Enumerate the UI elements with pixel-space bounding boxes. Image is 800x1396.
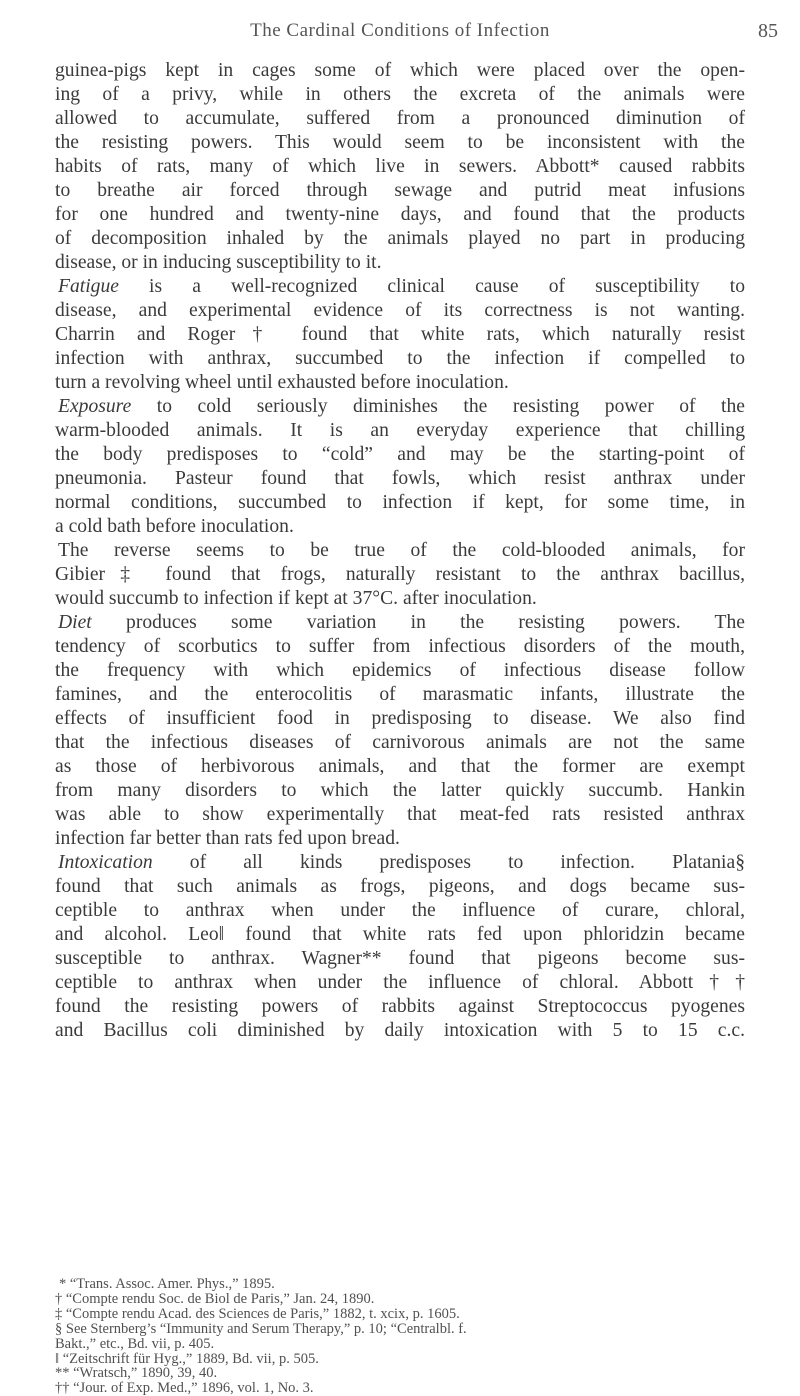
text-line: of decomposition inhaled by the animals played no part in producing (55, 228, 745, 249)
term-intoxication: Intoxication (58, 852, 153, 873)
paragraph-intoxication-first-line (55, 851, 745, 875)
text-line: disease, or in inducing susceptibility to it. (55, 252, 382, 273)
text-line: famines, and the enterocolitis of marasmatic infants, illustrate the (55, 684, 745, 705)
text-line: allowed to accumulate, suffered from a pronounced diminution of (55, 108, 745, 129)
text-line: ceptible to anthrax when under the influence of chloral. Abbott†† (55, 972, 745, 993)
text-line: guinea-pigs kept in cages some of which were placed over the open- (55, 60, 745, 81)
footnote: ** “Wratsch,” 1890, 39, 40. (55, 1365, 218, 1382)
text-line: ing of a privy, while in others the excreta of the animals were (55, 84, 745, 105)
body-text (55, 59, 745, 1043)
text-line: would succumb to infection if kept at 37°C. after inoculation. (55, 588, 537, 609)
text-line: and alcohol. Leo‖ found that white rats fed upon phloridzin became (55, 924, 745, 945)
text-line: susceptible to anthrax. Wagner** found that pigeons become sus- (55, 948, 745, 969)
text-line: ceptible to anthrax when under the influence of curare, chloral, (55, 900, 745, 921)
text-line: the body predisposes to “cold” and may be the starting-point of (55, 444, 745, 465)
text-line: that the infectious diseases of carnivorous animals are not the same (55, 732, 745, 753)
paragraph-exposure-first-line (55, 395, 745, 419)
term-exposure: Exposure (58, 396, 132, 417)
text-line: turn a revolving wheel until exhausted before inoculation. (55, 372, 509, 393)
footnote: †† “Jour. of Exp. Med.,” 1896, vol. 1, No. 3. (55, 1380, 314, 1396)
term-fatigue: Fatigue (58, 276, 119, 297)
text-run: produces some variation in the resisting powers. The (91, 612, 745, 633)
text-line: to breathe air forced through sewage and putrid meat infusions (55, 180, 745, 201)
footnote: † “Compte rendu Soc. de Biol de Paris,” Jan. 24, 1890. (55, 1290, 375, 1307)
text-line: infection with anthrax, succumbed to the infection if compelled to (55, 348, 745, 369)
page-header (0, 20, 800, 50)
text-line: infection far better than rats fed upon bread. (55, 828, 400, 849)
text-line: for one hundred and twenty-nine days, and found that the products (55, 204, 745, 225)
text-line: warm-blooded animals. It is an everyday experience that chilling (55, 420, 745, 441)
text-line: Gibier‡ found that frogs, naturally resistant to the anthrax bacillus, (55, 564, 745, 585)
footnote: ‖ “Zeitschrift für Hyg.,” 1889, Bd. vii, p. 505. (55, 1350, 319, 1367)
text-line: Charrin and Roger† found that white rats, which naturally resist (55, 324, 745, 345)
running-title: The Cardinal Conditions of Infection (250, 20, 550, 41)
footnotes (55, 1277, 745, 1396)
text-line: and Bacillus coli diminished by daily intoxication with 5 to 15 c.c. (55, 1020, 745, 1041)
text-run: of all kinds predisposes to infection. Platania§ (152, 852, 745, 873)
term-diet: Diet (58, 612, 92, 633)
footnote: * “Trans. Assoc. Amer. Phys.,” 1895. (59, 1276, 275, 1292)
text-line: found that such animals as frogs, pigeons, and dogs became sus- (55, 876, 745, 897)
text-line: as those of herbivorous animals, and that the former are exempt (55, 756, 745, 777)
text-line: the frequency with which epidemics of infectious disease follow (55, 660, 745, 681)
text-line: pneumonia. Pasteur found that fowls, which resist anthrax under (55, 468, 745, 489)
text-line: normal conditions, succumbed to infection if kept, for some time, in (55, 492, 745, 513)
page-number: 85 (758, 20, 778, 42)
text-line: habits of rats, many of which live in sewers. Abbott* caused rabbits (55, 156, 745, 177)
text-run: to cold seriously diminishes the resisting power of the (131, 396, 745, 417)
footnote: Bakt.,” etc., Bd. vii, p. 405. (55, 1335, 215, 1352)
paragraph-diet-first-line (55, 611, 745, 635)
footnote: § See Sternberg’s “Immunity and Serum Therapy,” p. 10; “Centralbl. f. (55, 1320, 467, 1337)
text-line: found the resisting powers of rabbits against Streptococcus pyogenes (55, 996, 745, 1017)
text-line: tendency of scorbutics to suffer from infectious disorders of the mouth, (55, 636, 745, 657)
text-line: was able to show experimentally that meat-fed rats resisted anthrax (55, 804, 745, 825)
text-line: effects of insufficient food in predisposing to disease. We also find (55, 708, 745, 729)
text-run: is a well-recognized clinical cause of susceptibility to (118, 276, 745, 297)
text-line: the resisting powers. This would seem to be inconsistent with the (55, 132, 745, 153)
text-line: from many disorders to which the latter quickly succumb. Hankin (55, 780, 745, 801)
text-line: a cold bath before inoculation. (55, 516, 294, 537)
paragraph-fatigue-first-line (55, 275, 745, 299)
footnote: ‡ “Compte rendu Acad. des Sciences de Paris,” 1882, t. xcix, p. 1605. (55, 1305, 460, 1322)
text-line: disease, and experimental evidence of its correctness is not wanting. (55, 300, 745, 321)
text-line: The reverse seems to be true of the cold-blooded animals, for (58, 540, 745, 561)
